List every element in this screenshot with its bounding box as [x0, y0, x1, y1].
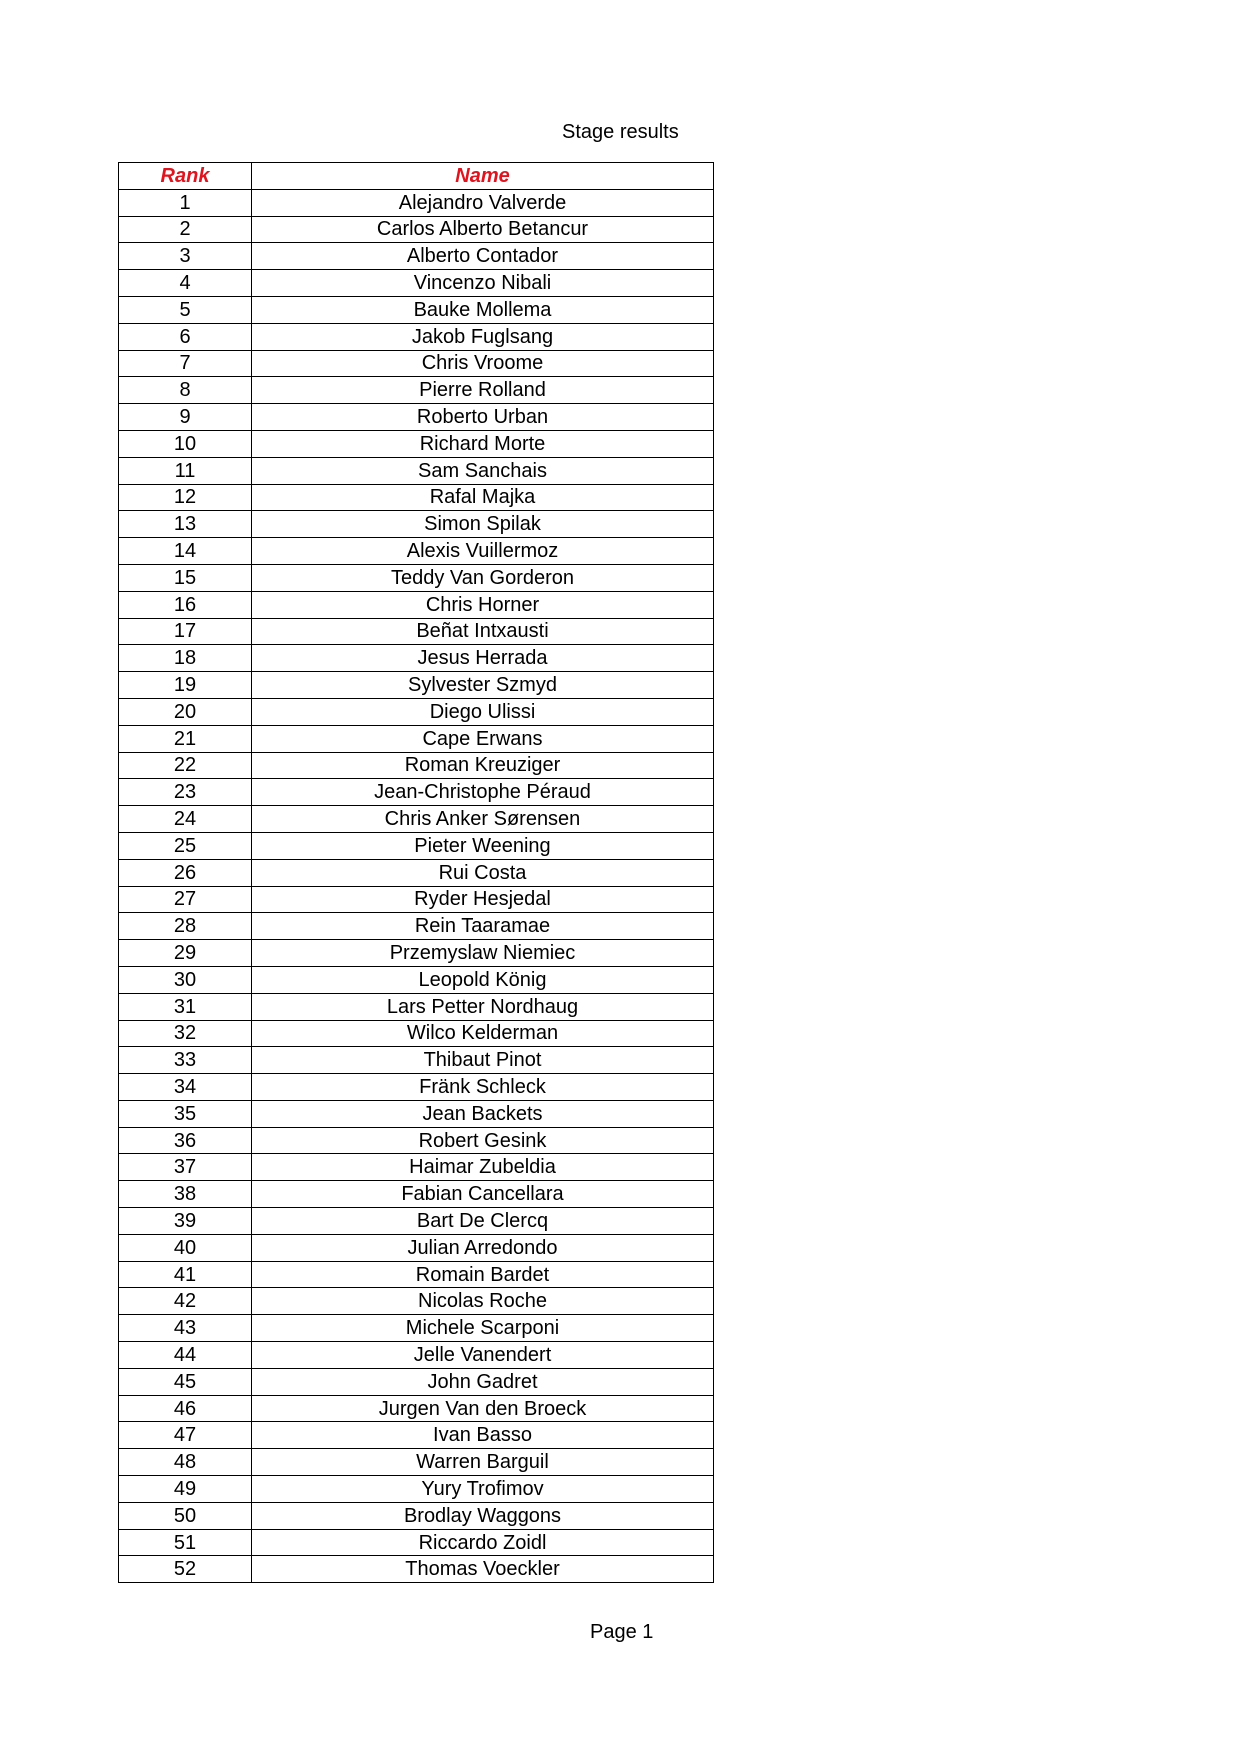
name-cell: Jean Backets: [252, 1100, 714, 1127]
name-cell: Alexis Vuillermoz: [252, 538, 714, 565]
name-cell: Pieter Weening: [252, 832, 714, 859]
rank-cell: 39: [119, 1208, 252, 1235]
table-row: [119, 1234, 714, 1261]
name-cell: Przemyslaw Niemiec: [252, 940, 714, 967]
rank-cell: 23: [119, 779, 252, 806]
name-cell: Fränk Schleck: [252, 1074, 714, 1101]
rank-cell: 15: [119, 564, 252, 591]
rank-cell: 49: [119, 1476, 252, 1503]
table-row: [119, 457, 714, 484]
name-cell: Cape Erwans: [252, 725, 714, 752]
name-cell: Teddy Van Gorderon: [252, 564, 714, 591]
name-cell: Thibaut Pinot: [252, 1047, 714, 1074]
table-row: [119, 1476, 714, 1503]
table-row: [119, 243, 714, 270]
rank-cell: 2: [119, 216, 252, 243]
name-cell: Robert Gesink: [252, 1127, 714, 1154]
table-row: [119, 189, 714, 216]
name-cell: Bauke Mollema: [252, 296, 714, 323]
rank-cell: 44: [119, 1342, 252, 1369]
name-cell: Sylvester Szmyd: [252, 672, 714, 699]
rank-cell: 20: [119, 698, 252, 725]
table-row: [119, 1074, 714, 1101]
table-row: [119, 404, 714, 431]
name-cell: Brodlay Waggons: [252, 1502, 714, 1529]
rank-cell: 45: [119, 1368, 252, 1395]
name-cell: Nicolas Roche: [252, 1288, 714, 1315]
name-cell: Rafal Majka: [252, 484, 714, 511]
name-cell: Jurgen Van den Broeck: [252, 1395, 714, 1422]
rank-cell: 35: [119, 1100, 252, 1127]
table-row: [119, 296, 714, 323]
rank-cell: 16: [119, 591, 252, 618]
name-cell: Roman Kreuziger: [252, 752, 714, 779]
table-row: [119, 1502, 714, 1529]
table-row: [119, 377, 714, 404]
rank-cell: 8: [119, 377, 252, 404]
table-row: [119, 564, 714, 591]
table-row: [119, 1020, 714, 1047]
table-row: [119, 806, 714, 833]
results-table: [118, 162, 714, 1583]
name-cell: Carlos Alberto Betancur: [252, 216, 714, 243]
name-cell: Haimar Zubeldia: [252, 1154, 714, 1181]
name-cell: Ryder Hesjedal: [252, 886, 714, 913]
name-cell: Lars Petter Nordhaug: [252, 993, 714, 1020]
table-row: [119, 1127, 714, 1154]
table-row: [119, 270, 714, 297]
rank-cell: 42: [119, 1288, 252, 1315]
rank-cell: 36: [119, 1127, 252, 1154]
name-cell: Michele Scarponi: [252, 1315, 714, 1342]
rank-cell: 12: [119, 484, 252, 511]
column-header-rank: Rank: [119, 163, 252, 190]
name-cell: Ivan Basso: [252, 1422, 714, 1449]
name-cell: Pierre Rolland: [252, 377, 714, 404]
table-row: [119, 1395, 714, 1422]
table-row: [119, 672, 714, 699]
table-row: [119, 1315, 714, 1342]
rank-cell: 46: [119, 1395, 252, 1422]
rank-cell: 26: [119, 859, 252, 886]
name-cell: Yury Trofimov: [252, 1476, 714, 1503]
name-cell: Alejandro Valverde: [252, 189, 714, 216]
name-cell: Diego Ulissi: [252, 698, 714, 725]
rank-cell: 29: [119, 940, 252, 967]
table-row: [119, 1368, 714, 1395]
rank-cell: 3: [119, 243, 252, 270]
rank-cell: 1: [119, 189, 252, 216]
table-row: [119, 430, 714, 457]
table-row: [119, 511, 714, 538]
rank-cell: 22: [119, 752, 252, 779]
name-cell: Beñat Intxausti: [252, 618, 714, 645]
table-row: [119, 591, 714, 618]
rank-cell: 51: [119, 1529, 252, 1556]
table-row: [119, 940, 714, 967]
table-row: [119, 1047, 714, 1074]
rank-cell: 11: [119, 457, 252, 484]
table-row: [119, 1100, 714, 1127]
table-row: [119, 1208, 714, 1235]
table-row: [119, 1529, 714, 1556]
name-cell: Chris Anker Sørensen: [252, 806, 714, 833]
table-header-row: [119, 163, 714, 190]
rank-cell: 30: [119, 966, 252, 993]
name-cell: Sam Sanchais: [252, 457, 714, 484]
table-row: [119, 1261, 714, 1288]
table-row: [119, 1181, 714, 1208]
results-body: [119, 189, 714, 1582]
name-cell: Richard Morte: [252, 430, 714, 457]
table-row: [119, 350, 714, 377]
rank-cell: 48: [119, 1449, 252, 1476]
name-cell: Romain Bardet: [252, 1261, 714, 1288]
rank-cell: 47: [119, 1422, 252, 1449]
rank-cell: 7: [119, 350, 252, 377]
name-cell: Simon Spilak: [252, 511, 714, 538]
rank-cell: 17: [119, 618, 252, 645]
table-row: [119, 725, 714, 752]
table-row: [119, 1342, 714, 1369]
rank-cell: 33: [119, 1047, 252, 1074]
rank-cell: 13: [119, 511, 252, 538]
name-cell: Rein Taaramae: [252, 913, 714, 940]
name-cell: Alberto Contador: [252, 243, 714, 270]
table-row: [119, 618, 714, 645]
name-cell: Wilco Kelderman: [252, 1020, 714, 1047]
table-row: [119, 1154, 714, 1181]
table-row: [119, 832, 714, 859]
table-row: [119, 323, 714, 350]
rank-cell: 52: [119, 1556, 252, 1583]
name-cell: Vincenzo Nibali: [252, 270, 714, 297]
name-cell: Thomas Voeckler: [252, 1556, 714, 1583]
table-row: [119, 993, 714, 1020]
rank-cell: 43: [119, 1315, 252, 1342]
column-header-name: Name: [252, 163, 714, 190]
name-cell: Chris Horner: [252, 591, 714, 618]
rank-cell: 25: [119, 832, 252, 859]
name-cell: Leopold König: [252, 966, 714, 993]
table-row: [119, 698, 714, 725]
rank-cell: 34: [119, 1074, 252, 1101]
rank-cell: 40: [119, 1234, 252, 1261]
rank-cell: 38: [119, 1181, 252, 1208]
table-row: [119, 484, 714, 511]
table-row: [119, 216, 714, 243]
name-cell: Warren Barguil: [252, 1449, 714, 1476]
table-row: [119, 859, 714, 886]
rank-cell: 50: [119, 1502, 252, 1529]
rank-cell: 4: [119, 270, 252, 297]
name-cell: Jesus Herrada: [252, 645, 714, 672]
rank-cell: 31: [119, 993, 252, 1020]
name-cell: Jelle Vanendert: [252, 1342, 714, 1369]
rank-cell: 19: [119, 672, 252, 699]
rank-cell: 5: [119, 296, 252, 323]
rank-cell: 6: [119, 323, 252, 350]
name-cell: John Gadret: [252, 1368, 714, 1395]
table-row: [119, 1556, 714, 1583]
name-cell: Rui Costa: [252, 859, 714, 886]
rank-cell: 24: [119, 806, 252, 833]
table-row: [119, 886, 714, 913]
name-cell: Jean-Christophe Péraud: [252, 779, 714, 806]
rank-cell: 18: [119, 645, 252, 672]
page-number: Page 1: [590, 1621, 654, 1643]
rank-cell: 27: [119, 886, 252, 913]
table-row: [119, 645, 714, 672]
rank-cell: 9: [119, 404, 252, 431]
table-row: [119, 1288, 714, 1315]
rank-cell: 41: [119, 1261, 252, 1288]
table-row: [119, 1422, 714, 1449]
table-row: [119, 966, 714, 993]
table-row: [119, 779, 714, 806]
rank-cell: 10: [119, 430, 252, 457]
rank-cell: 14: [119, 538, 252, 565]
table-row: [119, 913, 714, 940]
rank-cell: 32: [119, 1020, 252, 1047]
name-cell: Roberto Urban: [252, 404, 714, 431]
name-cell: Riccardo Zoidl: [252, 1529, 714, 1556]
rank-cell: 21: [119, 725, 252, 752]
name-cell: Fabian Cancellara: [252, 1181, 714, 1208]
table-row: [119, 752, 714, 779]
table-row: [119, 538, 714, 565]
name-cell: Bart De Clercq: [252, 1208, 714, 1235]
page-header-title: Stage results: [562, 121, 679, 143]
rank-cell: 37: [119, 1154, 252, 1181]
table-row: [119, 1449, 714, 1476]
rank-cell: 28: [119, 913, 252, 940]
name-cell: Chris Vroome: [252, 350, 714, 377]
name-cell: Jakob Fuglsang: [252, 323, 714, 350]
name-cell: Julian Arredondo: [252, 1234, 714, 1261]
